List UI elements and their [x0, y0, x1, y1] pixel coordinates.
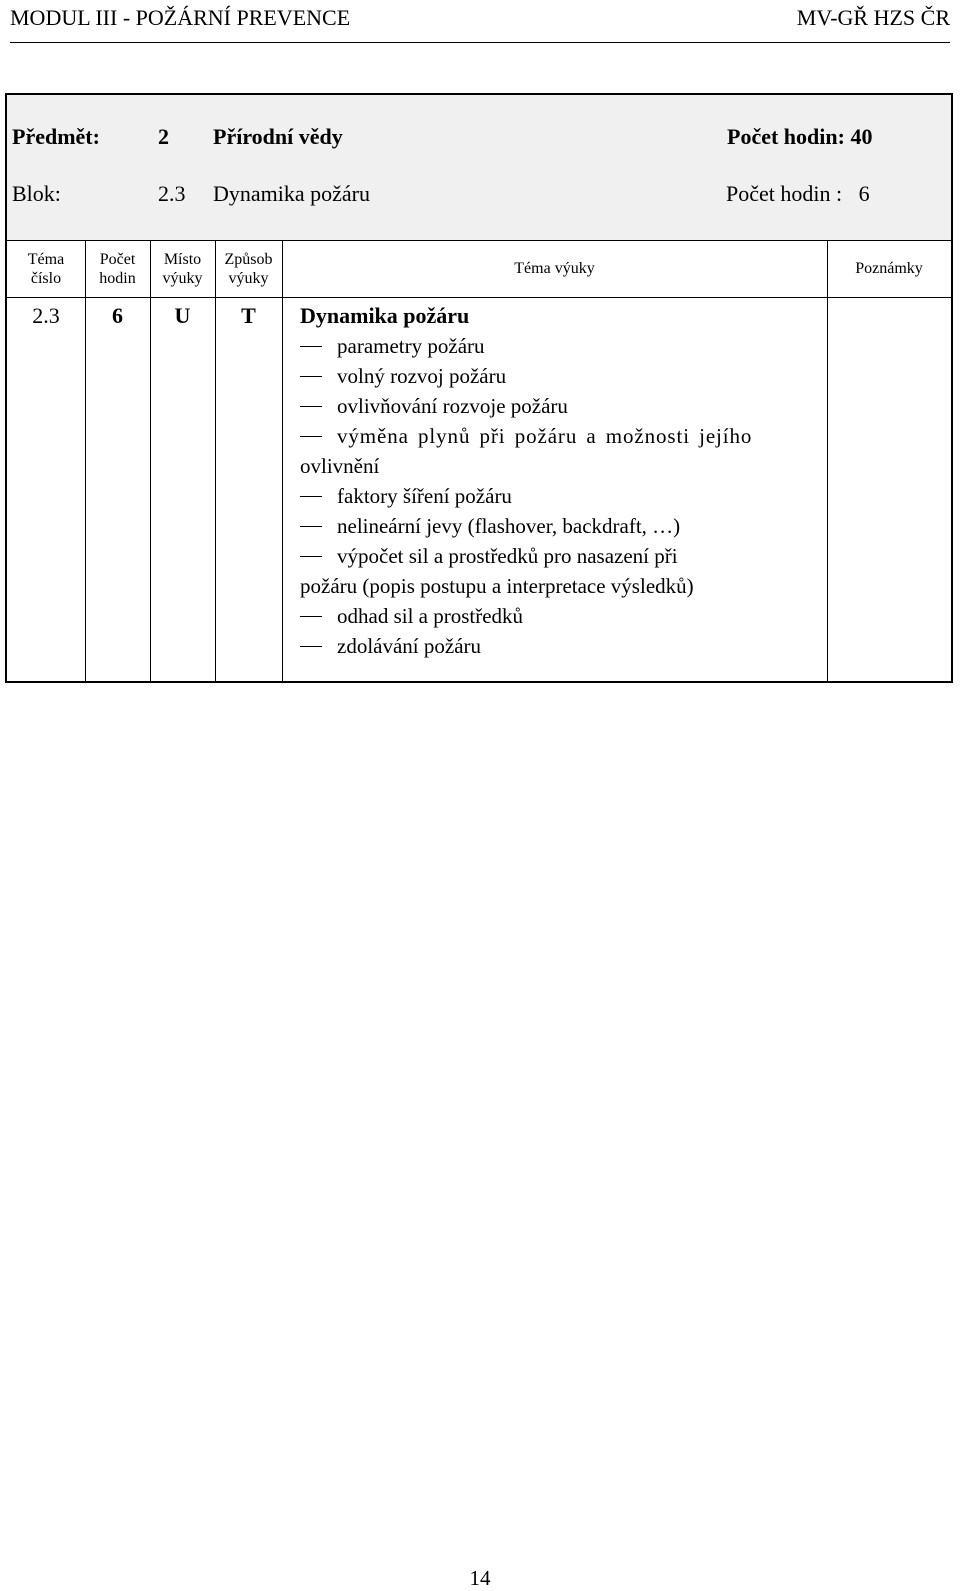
block-row — [7, 179, 951, 209]
item-text: odhad sil a prostředků — [337, 604, 524, 628]
topic-row — [7, 297, 951, 681]
dash-bullet — [300, 496, 322, 497]
header-line: výuky — [162, 269, 203, 287]
cell-poznamky — [827, 297, 951, 681]
header-pocet-hodin — [85, 240, 150, 297]
topic-content — [300, 301, 840, 661]
header-line: Počet — [99, 250, 136, 268]
cell-pocet-hodin: 6 — [112, 303, 123, 328]
dash-bullet — [300, 556, 322, 557]
header-line: hodin — [99, 269, 136, 287]
subject-name: Přírodní vědy — [213, 124, 343, 149]
header-poznamky: Poznámky — [855, 260, 923, 277]
page-number: 14 — [469, 1566, 491, 1590]
header-line: číslo — [30, 269, 62, 287]
block-number: 2.3 — [158, 181, 186, 206]
item-text: volný rozvoj požáru — [337, 364, 507, 388]
header-tema-vyuky: Téma výuky — [514, 260, 595, 277]
header-misto-vyuky — [150, 240, 215, 297]
dash-bullet — [300, 346, 322, 347]
header-line: Místo — [163, 250, 202, 268]
topic-grid — [7, 240, 951, 681]
header-line: Způsob — [224, 250, 273, 268]
item-text: ovlivňování rozvoje požáru — [337, 394, 568, 418]
info-section — [7, 95, 951, 241]
dash-bullet — [300, 616, 322, 617]
dash-bullet — [300, 526, 322, 527]
item-text: faktory šíření požáru — [337, 484, 512, 508]
cell-misto: U — [174, 303, 191, 328]
block-hours: Počet hodin : 6 — [726, 181, 870, 206]
column-headers — [7, 240, 951, 298]
list-item — [300, 331, 840, 361]
item-text: zdolávání požáru — [337, 634, 482, 658]
item-text: nelineární jevy (flashover, backdraft, …) — [337, 514, 681, 538]
page-header — [10, 4, 950, 32]
list-item — [300, 631, 840, 661]
list-item — [300, 511, 840, 541]
header-line: výuky — [228, 269, 269, 287]
dash-bullet — [300, 406, 322, 407]
subject-hours: Počet hodin: 40 — [727, 124, 873, 149]
subject-label: Předmět: — [12, 124, 100, 149]
item-text-continuation: požáru (popis postupu a interpretace výsledků) — [300, 574, 694, 598]
dash-bullet — [300, 646, 322, 647]
item-text: výpočet sil a prostředků pro nasazení při — [337, 544, 678, 568]
dash-bullet — [300, 376, 322, 377]
cell-tema-cislo: 2.3 — [32, 303, 60, 328]
item-text: výměna plynů při požáru a možnosti jejího — [337, 424, 753, 448]
header-zpusob-vyuky — [215, 240, 282, 297]
header-tema-cislo — [7, 240, 85, 297]
item-text-continuation: ovlivnění — [300, 454, 380, 478]
header-divider — [10, 42, 950, 43]
list-item — [300, 601, 840, 631]
cell-zpusob: T — [241, 303, 256, 328]
topic-title: Dynamika požáru — [300, 303, 470, 328]
list-item — [300, 391, 840, 421]
dash-bullet — [300, 436, 322, 437]
document-authority: MV-GŘ HZS ČR — [796, 5, 950, 30]
list-item — [300, 361, 840, 391]
block-label: Blok: — [12, 181, 61, 206]
list-item — [300, 541, 840, 601]
subject-row — [7, 122, 951, 152]
list-item — [300, 421, 840, 481]
list-item — [300, 481, 840, 511]
subject-number: 2 — [158, 124, 169, 149]
header-line: Téma — [27, 250, 65, 268]
item-text: parametry požáru — [337, 334, 485, 358]
block-name: Dynamika požáru — [213, 181, 370, 206]
document-title: MODUL III - POŽÁRNÍ PREVENCE — [10, 5, 351, 30]
curriculum-table — [5, 93, 953, 683]
